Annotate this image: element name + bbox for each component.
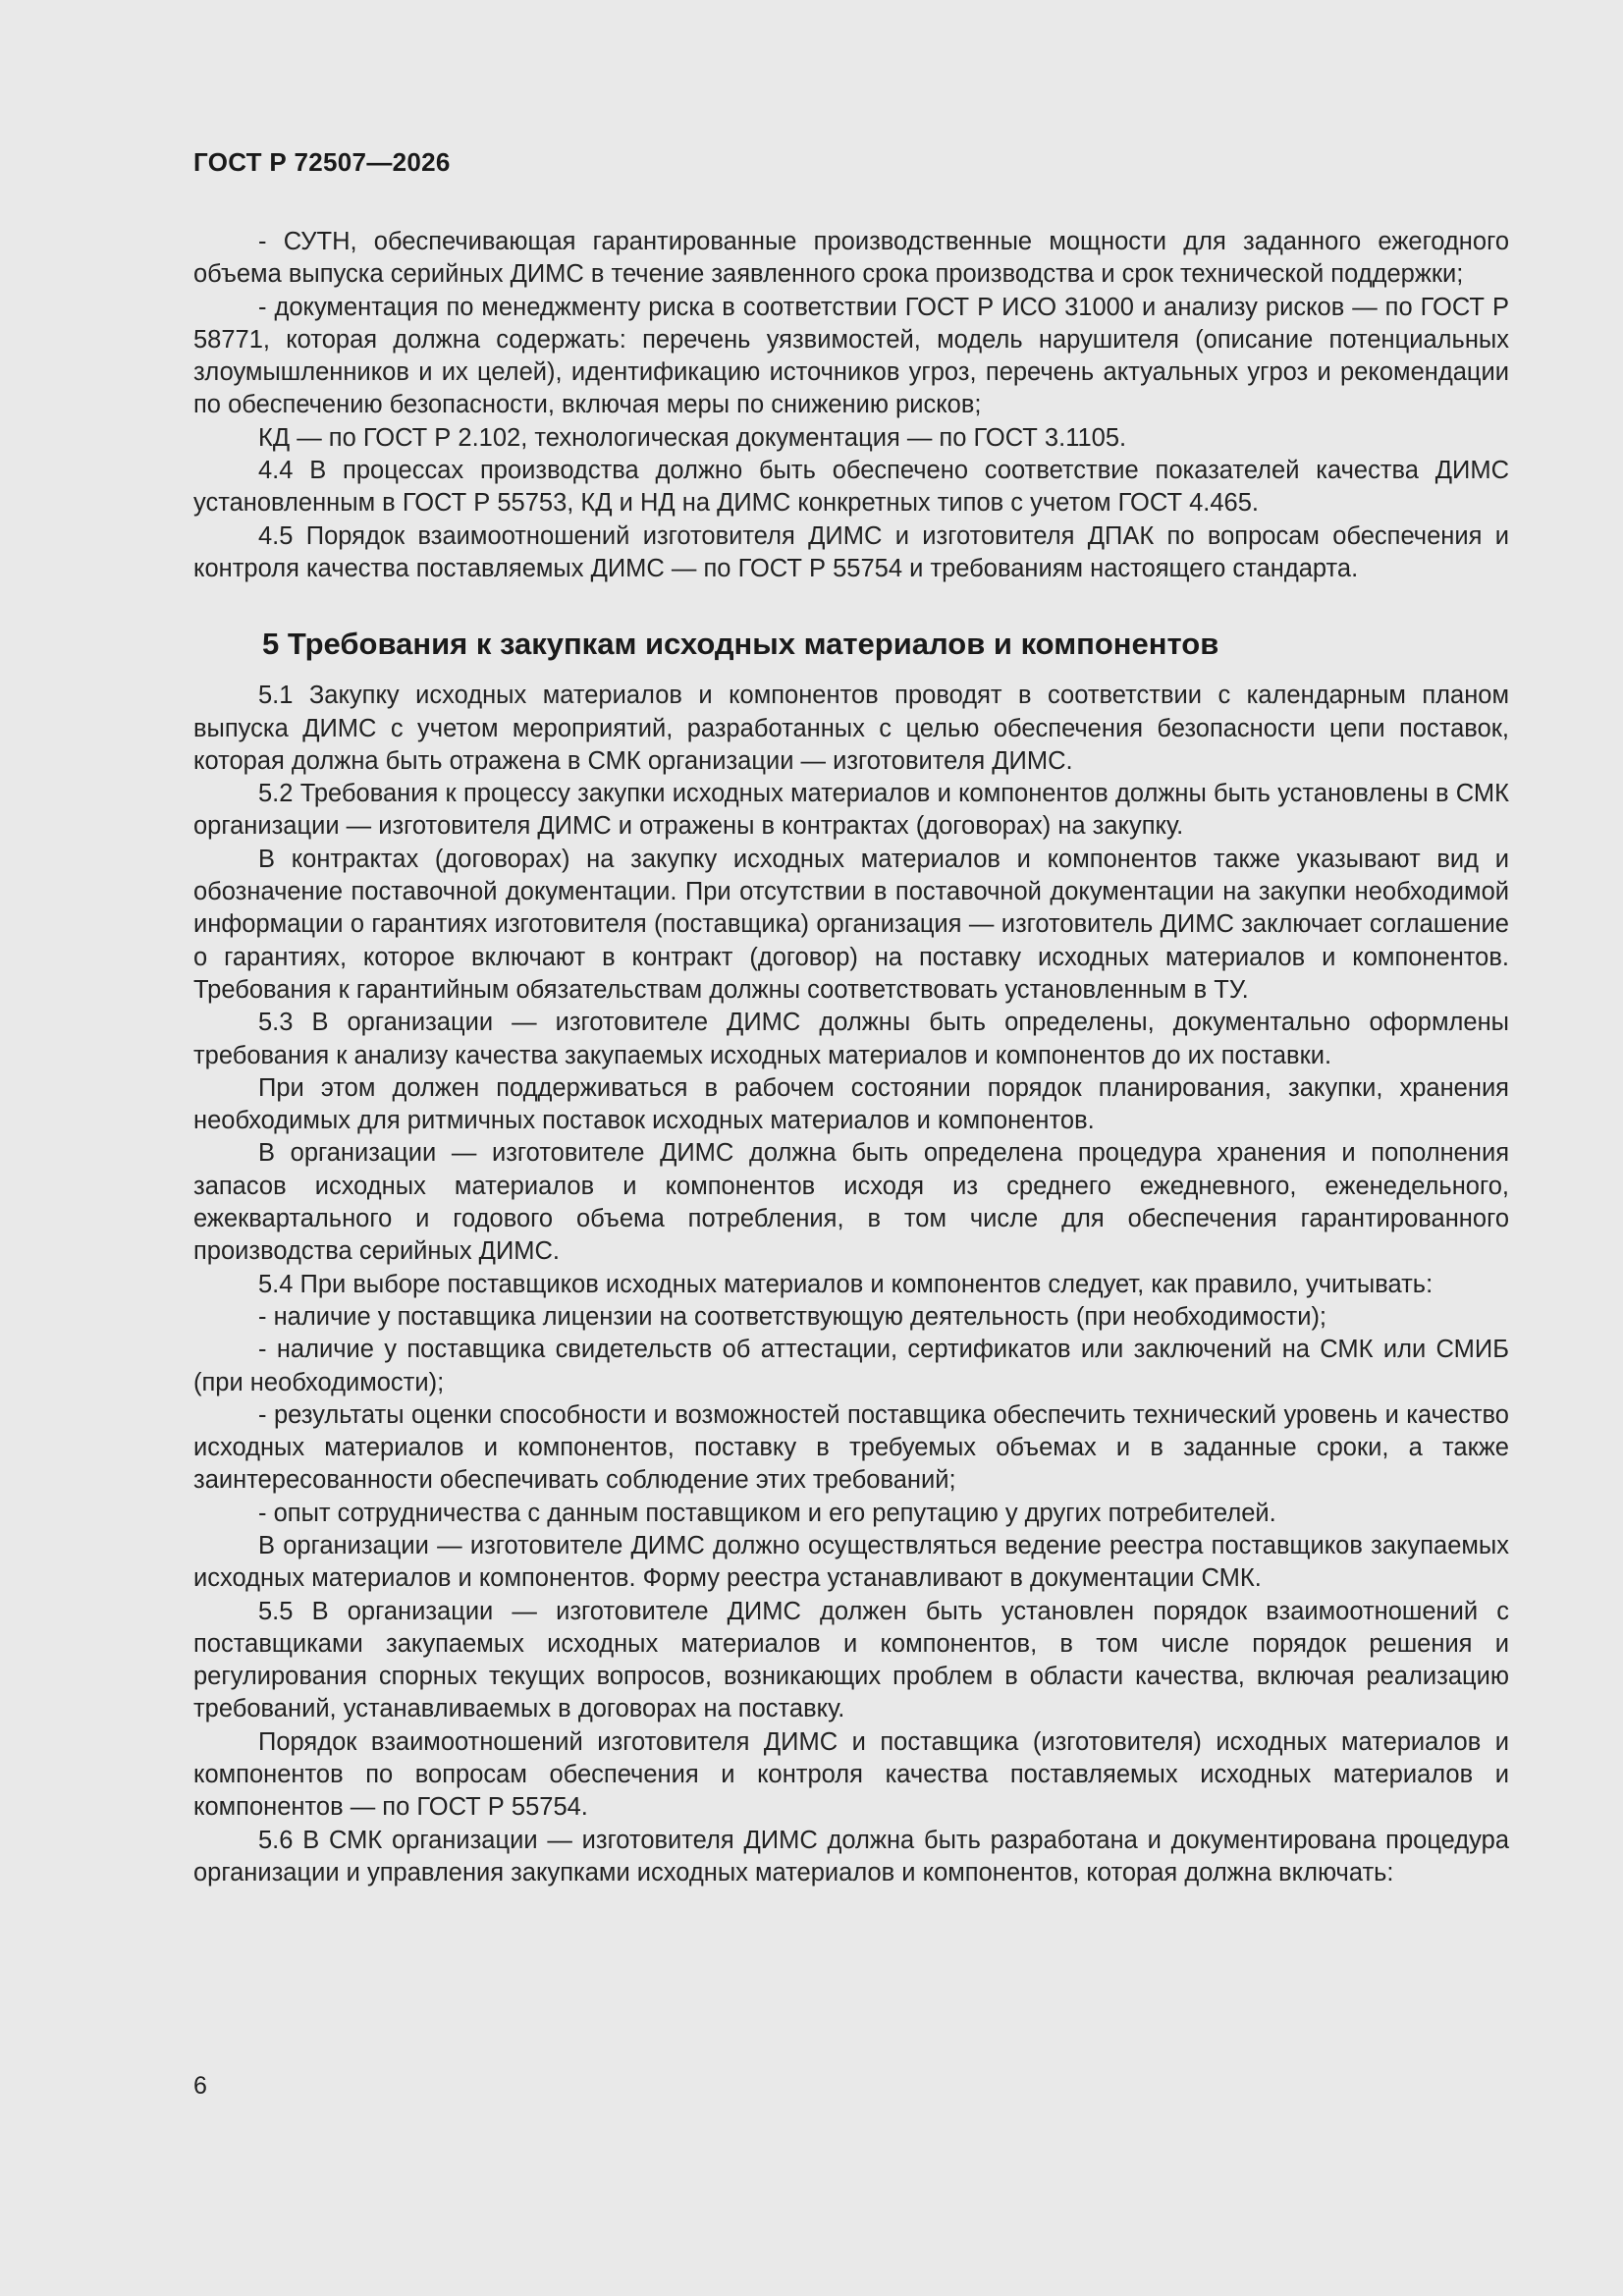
paragraph: При этом должен поддерживаться в рабочем состоянии порядок планирования, закупки, хранения необходимых для ритмичных поставок исходных материалов и компонентов. [193, 1073, 1509, 1135]
paragraph: 5.4 При выборе поставщиков исходных материалов и компонентов следует, как правило, учитывать: [258, 1270, 1434, 1298]
paragraph: КД — по ГОСТ Р 2.102, технологическая документация — по ГОСТ 3.1105. [258, 423, 1127, 452]
paragraph: Порядок взаимоотношений изготовителя ДИМС и поставщика (изготовителя) исходных материалов и компонентов по вопросам обеспечения и контроля качества поставляемых исходных материалов и компонентов — по ГОСТ Р 55754. [193, 1727, 1509, 1822]
paragraph: 5.6 В СМК организации — изготовителя ДИМС должна быть разработана и документирована процедура организации и управления закупками исходных материалов и компонентов, которая должна включать: [193, 1826, 1509, 1886]
paragraph: В организации — изготовителе ДИМС должно осуществляться ведение реестра поставщиков закупаемых исходных материалов и компонентов. Форму реестра устанавливают в документации СМК. [193, 1531, 1509, 1593]
paragraph: 5.2 Требования к процессу закупки исходных материалов и компонентов должны быть установлены в СМК организации — изготовителя ДИМС и отражены в контрактах (договорах) на закупку. [193, 780, 1509, 841]
list-item: - результаты оценки способности и возможностей поставщика обеспечить технический уровень и качество исходных материалов и компонентов, поставку в требуемых объемах и в заданные сроки, а также заинтересованности обеспечивать соблюдение этих требований; [193, 1400, 1509, 1495]
paragraph: В контрактах (договорах) на закупку исходных материалов и компонентов также указывают вид и обозначение поставочной документации. При отсутствии в поставочной документации на закупки необходимой информации о гарантиях изготовителя (поставщика) организация — изготовитель ДИМС заключает соглашение о гарантиях, которое включают в контракт (договор) на поставку исходных материалов и компонентов. Требования к гарантийным обязательствам должны соответствовать установленным в ТУ. [193, 845, 1509, 1004]
section-heading: 5 Требования к закупкам исходных материалов и компонентов [262, 627, 1219, 662]
paragraph: 5.3 В организации — изготовителе ДИМС должны быть определены, документально оформлены требования к анализу качества закупаемых исходных материалов и компонентов до их поставки. [193, 1009, 1509, 1069]
list-item: - наличие у поставщика лицензии на соответствующую деятельность (при необходимости); [258, 1302, 1327, 1331]
document-header: ГОСТ Р 72507—2026 [193, 147, 451, 177]
paragraph: - документация по менеджменту риска в соответствии ГОСТ Р ИСО 31000 и анализу рисков — по ГОСТ Р 58771, которая должна содержать: перечень уязвимостей, модель нарушителя (описание потенциальных злоумышленников и их целей), идентификацию источников угроз, перечень актуальных угроз и рекомендации по обеспечению безопасности, включая меры по снижению рисков; [193, 293, 1509, 419]
paragraph: В организации — изготовителе ДИМС должна быть определена процедура хранения и пополнения запасов исходных материалов и компонентов исходя из среднего ежедневного, еженедельного, ежеквартального и годового объема потребления, в том числе для обеспечения гарантированного производства серийных ДИМС. [193, 1139, 1509, 1266]
page-number: 6 [193, 2072, 207, 2100]
paragraph: 4.4 В процессах производства должно быть обеспечено соответствие показателей качества ДИМС установленным в ГОСТ Р 55753, КД и НД на ДИМС конкретных типов с учетом ГОСТ 4.465. [193, 457, 1509, 518]
paragraph: - СУТН, обеспечивающая гарантированные производственные мощности для заданного ежегодного объема выпуска серийных ДИМС в течение заявленного срока производства и срок технической поддержки; [193, 228, 1509, 289]
list-item: - опыт сотрудничества с данным поставщиком и его репутацию у других потребителей. [258, 1499, 1276, 1527]
paragraph: 5.1 Закупку исходных материалов и компонентов проводят в соответствии с календарным планом выпуска ДИМС с учетом мероприятий, разработанных с целью обеспечения безопасности цепи поставок, которая должна быть отражена в СМК организации — изготовителя ДИМС. [193, 682, 1509, 775]
paragraph: 5.5 В организации — изготовителе ДИМС должен быть установлен порядок взаимоотношений с поставщиками закупаемых исходных материалов и компонентов, в том числе порядок решения и регулирования спорных текущих вопросов, возникающих проблем в области качества, включая реализацию требований, устанавливаемых в договорах на поставку. [193, 1597, 1509, 1723]
document-body [193, 226, 1509, 1889]
list-item: - наличие у поставщика свидетельств об аттестации, сертификатов или заключений на СМК или СМИБ (при необходимости); [193, 1336, 1509, 1396]
paragraph: 4.5 Порядок взаимоотношений изготовителя ДИМС и изготовителя ДПАК по вопросам обеспечения и контроля качества поставляемых ДИМС — по ГОСТ Р 55754 и требованиям настоящего стандарта. [193, 521, 1509, 582]
